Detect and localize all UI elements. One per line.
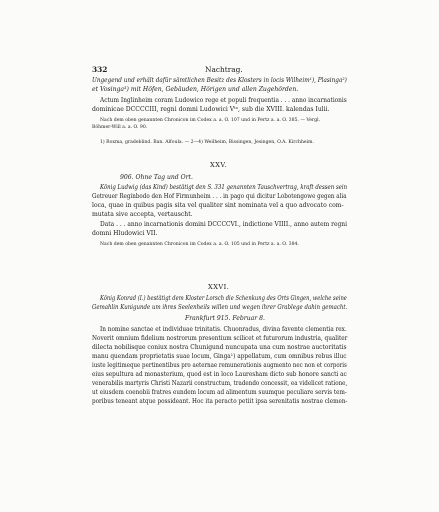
source-note-1a: Nach dem oben genannten Chronicon im Codex a. a. O. 107 und in Pertz a. a. O. 385. — Vergl.	[100, 118, 321, 123]
xxv-data-2: domni Hludowici VII.	[92, 230, 158, 237]
running-title: Nachtrag.	[205, 65, 243, 74]
xxv-summary-4: mutata sive accepta, vertauscht.	[92, 211, 193, 218]
xxv-summary-2: Getreuer Reginbodo den Hof Firmunheim . . . in pago qui dicitur Lobotengowe gegen alia	[92, 193, 347, 200]
xxv-date-line: 906. Ohne Tag und Ort.	[120, 174, 193, 181]
footnote-1: 1) Roxma, gradeblind. Ban. Alfoula. — 2—4) Weilheim, Bissingen, Jesingen, O.A. Kirchheim.	[100, 140, 314, 145]
xxv-data-1: Data . . . anno incarnationis domini DCCCCVI., indictione VIIII., anno autem regni	[100, 221, 348, 228]
xxv-summary-3: loca, quae in quibus pagis sita vel qualiter sint nominata vel a quo advocato com-	[92, 202, 344, 209]
xxvi-body-7: venerabilis martyris Christi Nazarii constructum, tradendo concessit, ea videlicet ratione,	[92, 380, 348, 387]
source-note-1b: Böhmer-Will a. a. O. 90.	[92, 125, 148, 130]
continuation-line-1: Ungegend und erhält dafür sämtlichen Besitz des Klosters in locis Wilheim¹), Plasinga²)	[92, 77, 347, 84]
page-number: 332	[92, 65, 108, 74]
xxvi-body-3: dilecta nobilisque coniux nostra Chunigund nuncupata una cum nostrae auctoritatis	[92, 344, 347, 351]
xxvi-body-2: Noverit omnium fidelium nostrorum presentium scilicet et futurorum industria, qualiter	[92, 335, 348, 342]
section-numeral-xxvi: XXVI.	[208, 283, 230, 291]
xxvi-summary-1: König Konrad (I.) bestätigt dem Kloster Lorsch die Schenkung des Orts Gingen, welche seine	[100, 295, 347, 302]
xxvi-body-5: iuste legitimeque pertinentibus pro aeternae remunerationis augmento nec non et corporis	[92, 362, 347, 369]
xxv-summary-1: König Ludwig (das Kind) bestätigt den S. 331 genannten Tauschvertrag, kraft dessen sein	[100, 184, 348, 191]
actum-line-2: dominicae DCCCCIII, regni domni Ludowici Vᵗᵒ, sub die XVIII. kalendas Iulii.	[92, 106, 330, 113]
xxv-source-note: Nach dem oben genannten Chronicon im Codex a. a. O. 105 und in Pertz a. a. O. 384.	[100, 242, 299, 247]
xxvi-body-4: manu quendam proprietatis suae locum, Ginga¹) appellatum, cum omnibus rebus illuc	[92, 353, 347, 360]
xxvi-body-8: ut eiusdem coenobii fratres eundem locum ad alimentum suumque peculiare servis tem-	[92, 389, 347, 396]
xxvi-body-1: In nomine sanctae et individuae trinitatis. Chuonradus, divina favente clementia rex.	[100, 326, 347, 333]
actum-line-1: Actum Inglinheim coram Ludowico rege et populi frequentia . . . anno incarnationis	[100, 97, 347, 104]
xxvi-date-line: Frankfurt 915. Februar 8.	[185, 315, 265, 322]
xxvi-body-6: eius sepultura ad monasterium, quod est in loco Lauresham dicto sub honore sancti ac	[92, 371, 347, 378]
continuation-line-2: et Vosinga³) mit Höfen, Gebäuden, Hörigen und allen Zugehörden.	[92, 86, 299, 93]
xxvi-summary-2: Gemahlin Kunigunde um ihres Seelenheils willen und wegen ihrer Grablege dahin gemacht.	[92, 304, 348, 311]
section-numeral-xxv: XXV.	[210, 161, 228, 169]
xxvi-body-9: poribus teneant atque possideant. Hoc ita peracto petiit ipsa serenitatis nostrae clemen-	[92, 398, 348, 405]
